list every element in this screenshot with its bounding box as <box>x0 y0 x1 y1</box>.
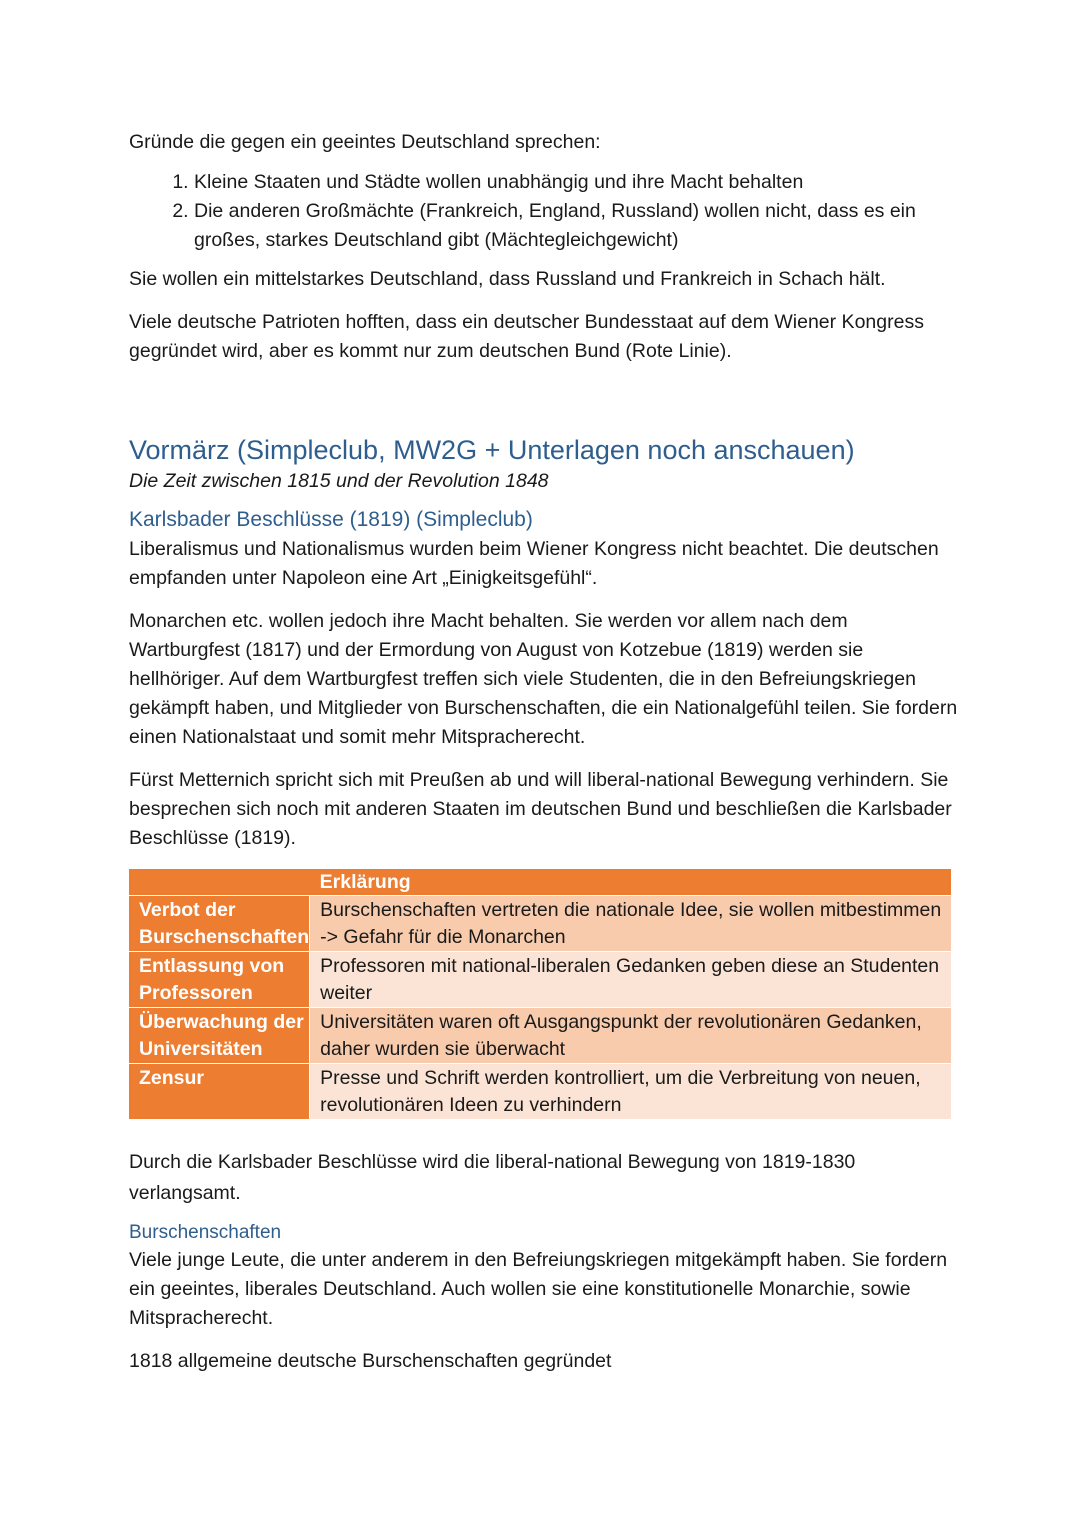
reasons-list <box>129 168 959 255</box>
burschen-heading: Burschenschaften <box>129 1222 282 1243</box>
table-row-key: Zensur <box>129 1064 310 1120</box>
table-row <box>129 952 951 1008</box>
table-row-key: Entlassung von Professoren <box>129 952 310 1008</box>
karlsbad-paragraph-2: Monarchen etc. wollen jedoch ihre Macht behalten. Sie werden vor allem nach dem Wartburgfest (1817) und der Ermordung von August von Kotzebue (1819) werden sie hellhöriger. Auf dem Wartburgfest treffen sich viele Studenten, die in den Befreiungskriegen gekämpft haben, und Mitglieder von Burschenschaften, die ein Nationalgefühl teilen. Sie fordern einen Nationalstaat und somit mehr Mitspracherecht. <box>129 610 958 748</box>
paragraph-patrioten: Viele deutsche Patrioten hofften, dass ein deutscher Bundesstaat auf dem Wiener Kongress gegründet wird, aber es kommt nur zum deutschen Bund (Rote Linie). <box>129 311 924 362</box>
karlsbad-paragraph-1: Liberalismus und Nationalismus wurden beim Wiener Kongress nicht beachtet. Die deutschen empfanden unter Napoleon eine Art „Einigkeitsgefühl“. <box>129 538 939 589</box>
table-header-row <box>129 869 951 896</box>
table-row <box>129 1008 951 1064</box>
table-row <box>129 896 951 952</box>
table-row <box>129 1064 951 1120</box>
table-row-value: Presse und Schrift werden kontrolliert, um die Verbreitung von neuen, revolutionären Ideen zu verhindern <box>310 1064 951 1120</box>
karlsbad-heading: Karlsbader Beschlüsse (1819) (Simpleclub) <box>129 508 533 531</box>
table-row-key: Verbot der Burschenschaften <box>129 896 310 952</box>
section-title: Vormärz (Simpleclub, MW2G + Unterlagen noch anschauen) <box>129 435 855 465</box>
intro-text: Gründe die gegen ein geeintes Deutschland sprechen: <box>129 131 601 153</box>
burschen-paragraph-1: Viele junge Leute, die unter anderem in den Befreiungskriegen mitgekämpft haben. Sie fordern ein geeintes, liberales Deutschland. Auch wollen sie eine konstitutionelle Monarchie, sowie Mitspracherecht. <box>129 1249 948 1329</box>
karlsbad-table <box>129 869 951 1119</box>
table-row-value: Universitäten waren oft Ausgangspunkt der revolutionären Gedanken, daher wurden sie überwacht <box>310 1008 951 1064</box>
table-header-left <box>129 869 310 896</box>
document-page <box>129 128 959 1376</box>
karlsbad-conclusion: Durch die Karlsbader Beschlüsse wird die liberal-national Bewegung von 1819-1830 verlangsamt. <box>129 1151 856 1204</box>
burschen-paragraph-2: 1818 allgemeine deutsche Burschenschaften gegründet <box>129 1350 612 1372</box>
reason-item: 2. Die anderen Großmächte (Frankreich, England, Russland) wollen nicht, dass es ein großes, starkes Deutschland gibt (Mächtegleichgewicht) <box>194 197 959 255</box>
paragraph-mittelstark: Sie wollen ein mittelstarkes Deutschland, dass Russland und Frankreich in Schach hält. <box>129 268 886 290</box>
karlsbad-paragraph-3: Fürst Metternich spricht sich mit Preußen ab und will liberal-national Bewegung verhindern. Sie besprechen sich noch mit anderen Staaten im deutschen Bund und beschließen die Karlsbader Beschlüsse (1819). <box>129 769 952 849</box>
section-subtitle: Die Zeit zwischen 1815 und der Revolution 1848 <box>129 470 549 492</box>
table-row-key: Überwachung der Universitäten <box>129 1008 310 1064</box>
table-header-right: Erklärung <box>310 869 951 896</box>
table-row-value: Burschenschaften vertreten die nationale Idee, sie wollen mitbestimmen -> Gefahr für die Monarchen <box>310 896 951 952</box>
table-row-value: Professoren mit national-liberalen Gedanken geben diese an Studenten weiter <box>310 952 951 1008</box>
reason-item: 1. Kleine Staaten und Städte wollen unabhängig und ihre Macht behalten <box>194 168 959 197</box>
